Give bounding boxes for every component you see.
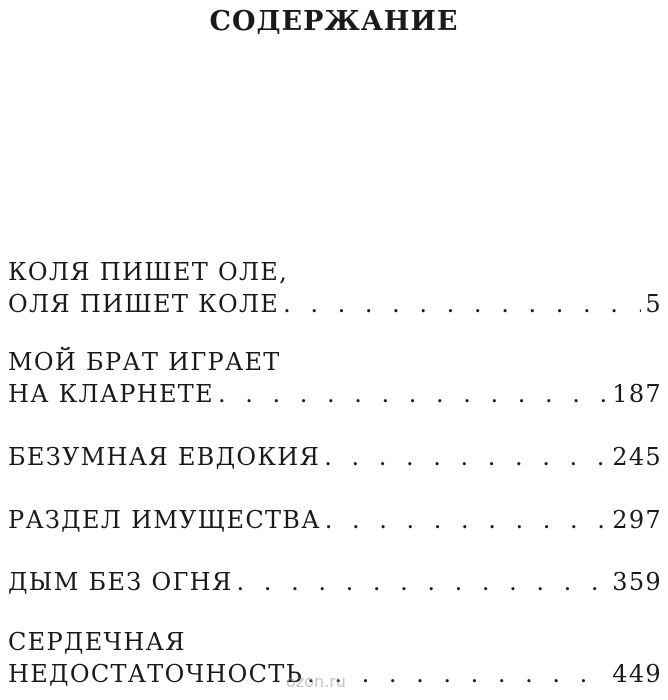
dot-leader bbox=[283, 288, 641, 320]
toc-entry bbox=[8, 346, 662, 410]
page-title: СОДЕРЖАНИЕ bbox=[209, 6, 459, 37]
toc-entry-title-line: БЕЗУМНАЯ ЕВДОКИЯ bbox=[8, 443, 321, 471]
toc-entry-title-line: МОЙ БРАТ ИГРАЕТ bbox=[8, 348, 281, 376]
page-number: 449 bbox=[612, 660, 662, 688]
toc-entry-last-line bbox=[8, 288, 662, 320]
dot-leader bbox=[237, 566, 609, 598]
toc-entry-last-line bbox=[8, 441, 662, 473]
toc-entry-title-line: ДЫМ БЕЗ ОГНЯ bbox=[8, 568, 233, 596]
toc-entry-last-line bbox=[8, 504, 662, 536]
toc-entry bbox=[8, 504, 662, 536]
page-number: 5 bbox=[645, 290, 662, 318]
page-number: 187 bbox=[612, 380, 662, 408]
watermark: ozon.ru bbox=[286, 672, 346, 691]
dot-leader bbox=[325, 504, 609, 536]
dot-leader bbox=[307, 658, 608, 690]
toc-entry-last-line bbox=[8, 566, 662, 598]
page-number: 297 bbox=[612, 506, 662, 534]
toc-entry-last-line bbox=[8, 378, 662, 410]
page-number: 359 bbox=[612, 568, 662, 596]
toc-entry-title-line: КОЛЯ ПИШЕТ ОЛЕ, bbox=[8, 258, 289, 286]
toc-entry-title-line: СЕРДЕЧНАЯ bbox=[8, 628, 186, 656]
toc-entry bbox=[8, 256, 662, 320]
toc-entry-title-line: ОЛЯ ПИШЕТ КОЛЕ bbox=[8, 290, 280, 318]
dot-leader bbox=[324, 441, 608, 473]
toc-entry-title-line: РАЗДЕЛ ИМУЩЕСТВА bbox=[8, 506, 321, 534]
dot-leader bbox=[218, 378, 608, 410]
toc-entry-title-line: НЕДОСТАТОЧНОСТЬ bbox=[8, 660, 304, 688]
table-of-contents bbox=[8, 256, 662, 690]
toc-entry-title-line: НА КЛАРНЕТЕ bbox=[8, 380, 214, 408]
toc-entry bbox=[8, 566, 662, 598]
toc-entry bbox=[8, 441, 662, 473]
page-number: 245 bbox=[612, 443, 662, 471]
